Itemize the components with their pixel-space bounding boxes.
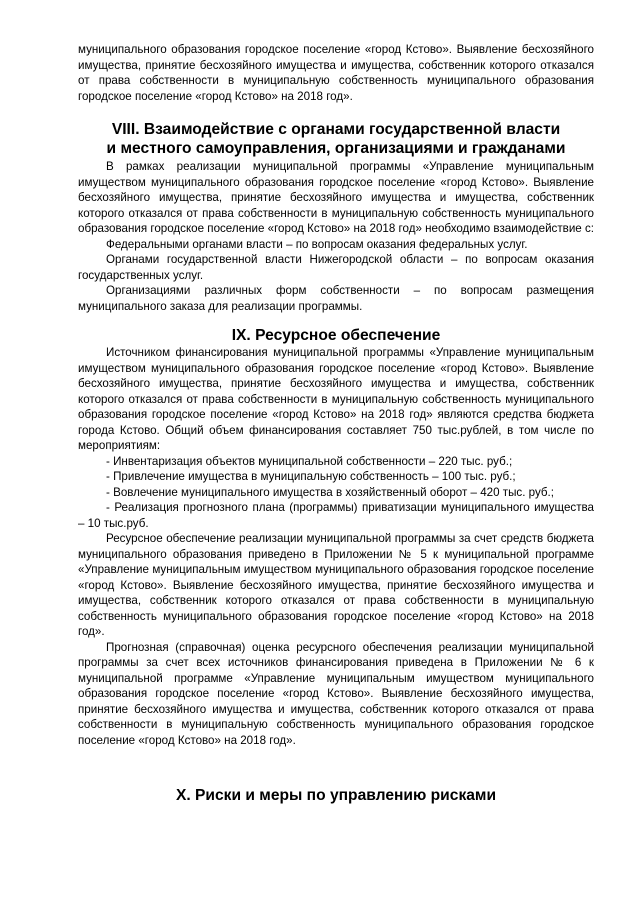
section-9-heading: IX. Ресурсное обеспечение [231,327,441,344]
section-10-heading: X. Риски и меры по управлению рисками [175,787,497,804]
section-8-heading [78,120,594,158]
document-page [78,42,594,805]
section-8-paragraph: Органами государственной власти Нижегородской области – по вопросам оказания государственных услуг. [78,253,594,282]
intro-paragraph: муниципального образования городское поселение «город Кстово». Выявление бесхозяйного имущества, принятие бесхозяйного имущества и имущества, собственник которого отказался от права собственности в муниципальную собственность муниципального образования городское поселение «город Кстово» на 2018 год». [78,43,594,103]
funding-list-item: - Привлечение имущества в муниципальную собственность – 100 тыс. руб.; [106,470,516,483]
section-8-paragraph: Федеральными органами власти – по вопросам оказания федеральных услуг. [106,237,528,251]
funding-list-item: - Реализация прогнозного плана (программы) приватизации муниципального имущества – 10 тыс.руб. [78,501,594,530]
section-8-paragraph: В рамках реализации муниципальной программы «Управление муниципальным имуществом муниципального образования городское поселение «город Кстово». Выявление бесхозяйного имущества, принятие бесхозяйного имущества и имущества, собственник которого отказался от права собственности в муниципальную собственность муниципального образования городское поселение «город Кстово» на 2018 год» необходимо взаимодействие с: [78,160,594,235]
section-8-heading-line-1: VIII. Взаимодействие с органами государственной власти [111,121,561,138]
funding-list-item: - Вовлечение муниципального имущества в хозяйственный оборот – 420 тыс. руб.; [106,485,554,499]
funding-list-item: - Инвентаризация объектов муниципальной собственности – 220 тыс. руб.; [106,454,513,468]
section-9-paragraph: Прогнозная (справочная) оценка ресурсного обеспечения реализации муниципальной программы за счет всех источников финансирования приведена в Приложении № 6 к муниципальной программе «Управление муниципальным имуществом муниципального образования городское поселение «город Кстово». Выявление бесхозяйного имущества, принятие бесхозяйного имущества и имущества, собственник которого отказался от права собственности в муниципальную собственность муниципального образования городское поселение «город Кстово» на 2018 год». [78,640,594,747]
section-9-paragraph: Ресурсное обеспечение реализации муниципальной программы за счет средств бюджета муниципального образования приведено в Приложении № 5 к муниципальной программе «Управление муниципальным имуществом муниципального образования городское поселение «город Кстово». Выявление бесхозяйного имущества, принятие бесхозяйного имущества и имущества, собственник которого отказался от права собственности в муниципальную собственность муниципального образования городское поселение «город Кстово» на 2018 год». [78,532,594,638]
section-8-paragraph: Организациями различных форм собственности – по вопросам размещения муниципального заказа для реализации программы. [78,284,594,313]
section-9-paragraph: Источником финансирования муниципальной программы «Управление муниципальным имуществом муниципального образования городское поселение «город Кстово». Выявление бесхозяйного имущества, принятие бесхозяйного имущества и имущества, собственник которого отказался от права собственности в муниципальную собственность муниципального образования городское поселение «город Кстово» на 2018 год» являются средства бюджета города Кстово. Общий объем финансирования составляет 750 тыс.рублей, в том числе по мероприятиям: [78,346,594,452]
section-8-heading-line-2: и местного самоуправления, организациями и гражданами [106,140,566,157]
